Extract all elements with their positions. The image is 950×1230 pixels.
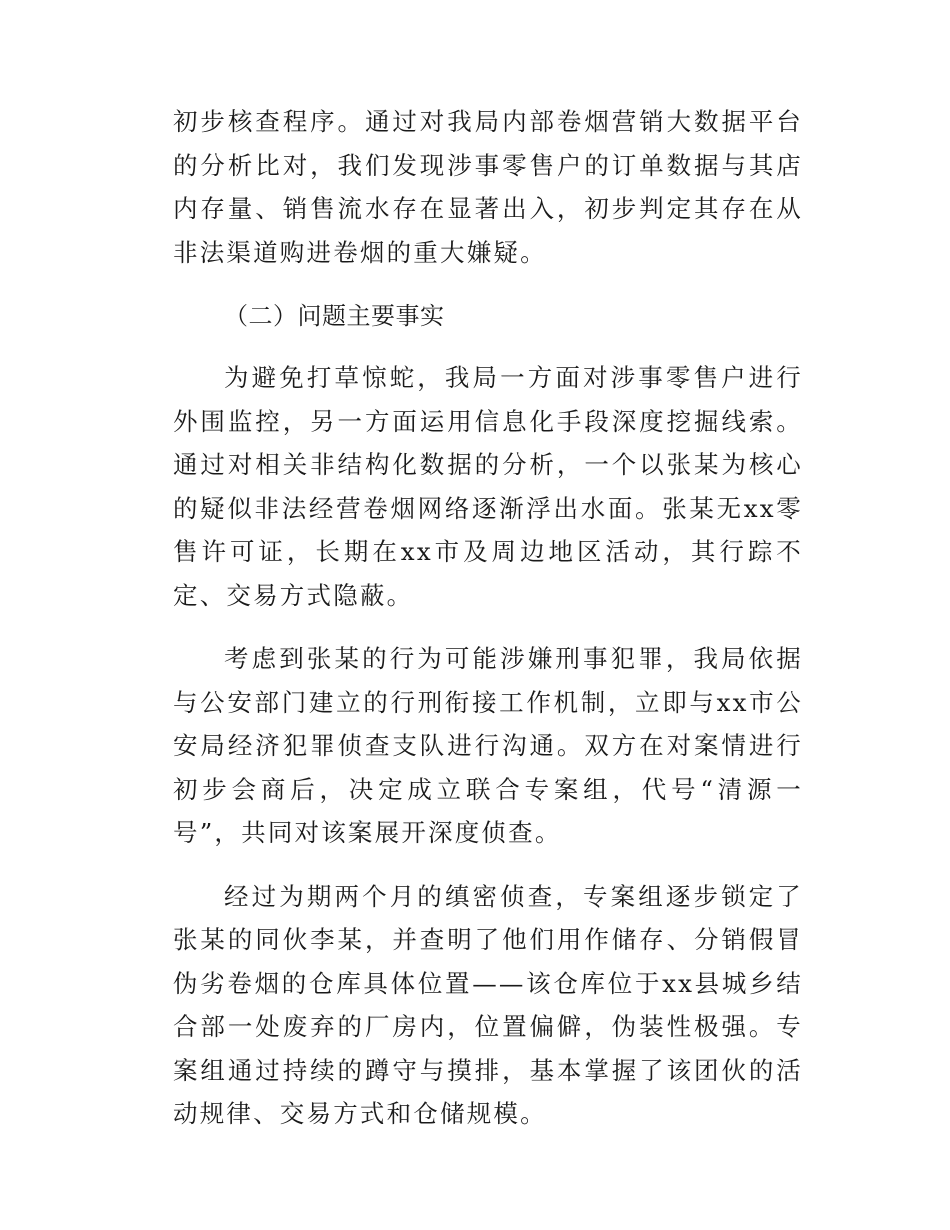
document-page (173, 100, 803, 1136)
paragraph-body: 为避免打草惊蛇，我局一方面对涉事零售户进行外围监控，另一方面运用信息化手段深度挖掘线索。通过对相关非结构化数据的分析，一个以张某为核心的疑似非法经营卷烟网络逐渐浮出水面。张某无xx零售许可证，长期在xx市及周边地区活动，其行踪不定、交易方式隐蔽。 (173, 363, 803, 610)
paragraph-body: 考虑到张某的行为可能涉嫌刑事犯罪，我局依据与公安部门建立的行刑衔接工作机制，立即与xx市公安局经济犯罪侦查支队进行沟通。双方在对案情进行初步会商后，决定成立联合专案组，代号“清源一号”，共同对该案展开深度侦查。 (173, 644, 803, 847)
section-heading: （二）问题主要事实 (224, 302, 445, 330)
paragraph-continuation: 初步核查程序。通过对我局内部卷烟营销大数据平台的分析比对，我们发现涉事零售户的订单数据与其店内存量、销售流水存在显著出入，初步判定其存在从非法渠道购进卷烟的重大嫌疑。 (173, 107, 803, 267)
paragraph-body: 经过为期两个月的缜密侦查，专案组逐步锁定了张某的同伙李某，并查明了他们用作储存、分销假冒伪劣卷烟的仓库具体位置——该仓库位于xx县城乡结合部一处废弃的厂房内，位置偏僻，伪装性极强。专案组通过持续的蹲守与摸排，基本掌握了该团伙的活动规律、交易方式和仓储规模。 (173, 881, 803, 1128)
